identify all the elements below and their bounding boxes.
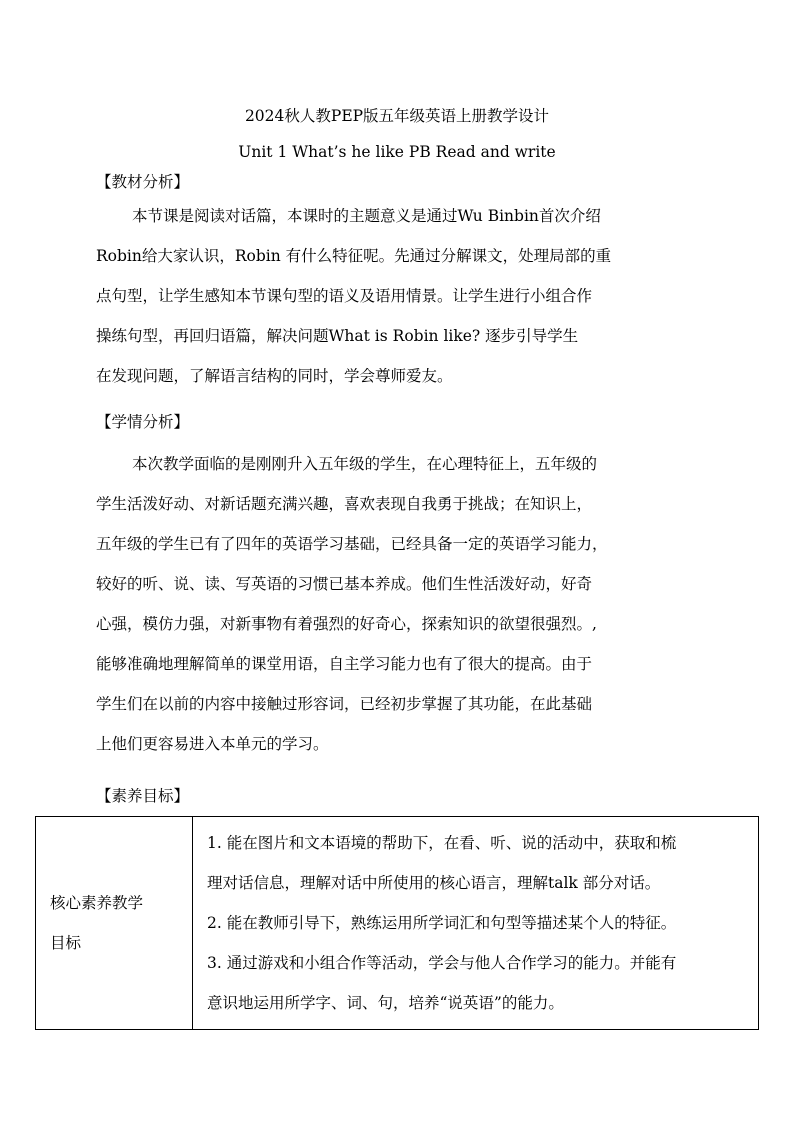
goal-line: 理对话信息，理解对话中所使用的核心语言，理解talk 部分对话。 (207, 874, 661, 892)
paragraph-line: 点句型，让学生感知本节课句型的语义及语用情景。让学生进行小组合作 (96, 287, 593, 305)
section-heading-literacy-goals: 【素养目标】 (96, 787, 190, 805)
paragraph-line: 学生活泼好动、对新话题充满兴趣，喜欢表现自我勇于挑战；在知识上， (96, 495, 593, 513)
paragraph-line: Robin给大家认识，Robin 有什么特征呢。先通过分解课文，处理局部的重 (96, 247, 612, 265)
document-title: 2024秋人教PEP版五年级英语上册教学设计 (244, 107, 550, 125)
paragraph-line: 在发现问题，了解语言结构的同时，学会尊师爱友。 (96, 367, 453, 385)
paragraph-line: 较好的听、说、读、写英语的习惯已基本养成。他们生性活泼好动，好奇 (96, 575, 593, 593)
goal-line: 1. 能在图片和文本语境的帮助下，在看、听、说的活动中，获取和梳 (207, 834, 677, 852)
section-heading-student-analysis: 【学情分析】 (96, 413, 190, 431)
paragraph-line: 操练句型，再回归语篇，解决问题What is Robin like? 逐步引导学生 (96, 327, 579, 345)
goals-table (35, 816, 759, 1030)
goals-content-cell (193, 817, 759, 1030)
paragraph-line: 本次教学面临的是刚刚升入五年级的学生，在心理特征上，五年级的 (132, 455, 598, 473)
paragraph-line: 五年级的学生已有了四年的英语学习基础，已经具备一定的英语学习能力， (96, 535, 608, 553)
paragraph-line: 心强，模仿力强，对新事物有着强烈的好奇心，探索知识的欲望很强烈。, (96, 615, 597, 633)
paragraph-line: 本节课是阅读对话篇，本课时的主题意义是通过Wu Binbin首次介绍 (132, 207, 601, 225)
goals-label-line: 目标 (50, 934, 82, 952)
document-subtitle: Unit 1 What’s he like PB Read and write (238, 143, 556, 161)
paragraph-line: 上他们更容易进入本单元的学习。 (96, 735, 329, 753)
goals-label-line: 核心素养教学 (50, 894, 144, 912)
goal-line: 3. 通过游戏和小组合作等活动，学会与他人合作学习的能力。并能有 (207, 954, 677, 972)
paragraph-line: 能够准确地理解简单的课堂用语，自主学习能力也有了很大的提高。由于 (96, 655, 593, 673)
goal-line: 意识地运用所学字、词、句，培养“说英语”的能力。 (207, 994, 564, 1012)
section-heading-textbook-analysis: 【教材分析】 (96, 173, 190, 191)
goals-label-cell (36, 817, 193, 1030)
goal-line: 2. 能在教师引导下，熟练运用所学词汇和句型等描述某个人的特征。 (207, 914, 677, 932)
paragraph-line: 学生们在以前的内容中接触过形容词，已经初步掌握了其功能，在此基础 (96, 695, 593, 713)
table-row (36, 817, 759, 1030)
